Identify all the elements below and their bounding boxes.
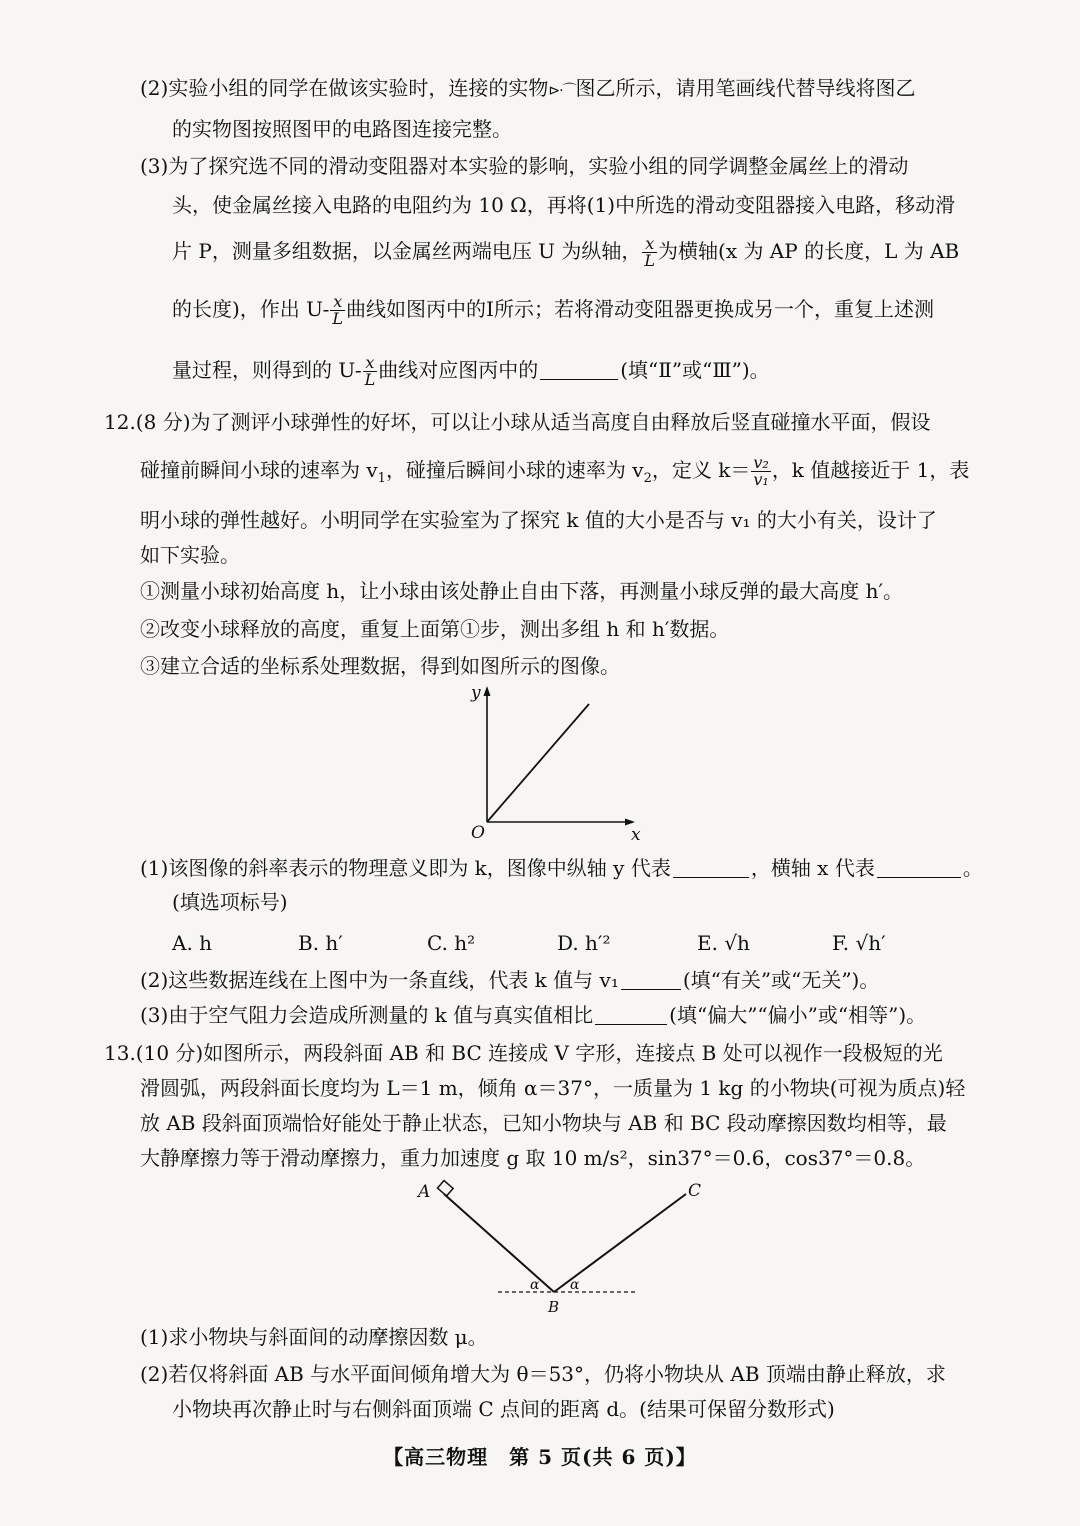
data-line (487, 704, 589, 822)
q13-part2-line1: (2)若仅将斜面 AB 与水平面间倾角增大为 θ＝53°，仍将小物块从 AB 顶端由静止释放，求 (140, 1362, 946, 1386)
q12-line3: 明小球的弹性越好。小明同学在实验室为了探究 k 值的大小是否与 v₁ 的大小有关，设计了 (140, 508, 937, 532)
x-label: x (631, 825, 641, 842)
q12-part3: (3)由于空气阻力会造成所测量的 k 值与真实值相比 (填“偏大”“偏小”或“相等”)。 (140, 1003, 927, 1027)
option-d: D. h′² (557, 931, 611, 955)
angle-alpha-right: α (570, 1277, 580, 1293)
q11-part3-line4: 的长度)，作出 U- $\frac{x}{L}$ 曲线如图丙中的Ⅰ所示；若将滑动变阻器更换成另一个，重复上述测 (172, 292, 934, 328)
x-over-L-fraction: $\frac{x}{L}$ (364, 353, 376, 389)
q13-part1: (1)求小物块与斜面间的动摩擦因数 μ。 (140, 1325, 488, 1349)
q12-step2: ②改变小球释放的高度，重复上面第①步，测出多组 h 和 h′数据。 (140, 617, 730, 641)
q11-part3-line2: 头，使金属丝接入电路的电阻约为 10 Ω，再将(1)中所选的滑动变阻器接入电路，移动滑 (172, 193, 956, 217)
page-footer: 【高三物理 第 5 页(共 6 页)】 (383, 1445, 697, 1469)
q12-line2: 碰撞前瞬间小球的速率为 $v_1$，碰撞后瞬间小球的速率为 $v_2$，定义 k＝ $\frac{\text{v₂}}{\text{v₁}}$ ，k 值越接近于 1，表 (140, 453, 970, 489)
q12-step1: ①测量小球初始高度 h，让小球由该处静止自由下落，再测量小球反弹的最大高度 h′。 (140, 579, 904, 603)
angle-alpha-left: α (530, 1277, 540, 1293)
q11-part2-line2: 的实物图按照图甲的电路图连接完整。 (172, 117, 512, 141)
answer-blank-x[interactable] (877, 857, 961, 878)
q11-part2-line1: (2)实验小组的同学在做该实验时，连接的实物⊳·⌒图乙所示，请用笔画线代替导线将图乙 (140, 76, 916, 100)
option-a: A. h (172, 931, 213, 955)
q12-line1: 12.(8 分)为了测评小球弹性的好坏，可以让小球从适当高度自由释放后竖直碰撞水平面，假设 (104, 410, 931, 434)
q12-part1-line2: (填选项标号) (172, 890, 288, 914)
q11-part3-line1: (3)为了探究选不同的滑动变阻器对本实验的影响，实验小组的同学调整金属丝上的滑动 (140, 154, 909, 178)
answer-blank[interactable] (540, 359, 618, 380)
answer-blank[interactable] (621, 969, 681, 990)
q11-part3-line3: 片 P，测量多组数据，以金属丝两端电压 U 为纵轴， $\frac{x}{L}$ 为横轴(x 为 AP 的长度，L 为 AB (172, 234, 960, 270)
answer-blank[interactable] (595, 1004, 667, 1025)
option-e: E. √h (697, 931, 750, 955)
q12-part2: (2)这些数据连线在上图中为一条直线，代表 k 值与 v₁ (填“有关”或“无关”)。 (140, 968, 880, 992)
label-c: C (688, 1181, 702, 1201)
origin-label: O (471, 823, 485, 842)
q13-line1: 13.(10 分)如图所示，两段斜面 AB 和 BC 连接成 V 字形，连接点 B 处可以视作一段极短的光 (104, 1041, 943, 1065)
y-label: y (471, 683, 481, 703)
v2-over-v1-fraction: $\frac{\text{v₂}}{\text{v₁}}$ (753, 453, 769, 489)
label-b: B (548, 1298, 560, 1316)
answer-blank-y[interactable] (673, 857, 749, 878)
x-over-L-fraction: $\frac{x}{L}$ (332, 292, 344, 328)
q11-part3-line5: 量过程，则得到的 U- $\frac{x}{L}$ 曲线对应图丙中的 (填“Ⅱ”或“Ⅲ”)。 (172, 353, 770, 389)
q12-graph (465, 682, 655, 842)
option-f: F. √h′ (832, 931, 886, 955)
q12-step3: ③建立合适的坐标系处理数据，得到如图所示的图像。 (140, 654, 620, 678)
q13-line3: 放 AB 段斜面顶端恰好能处于静止状态，已知小物块与 AB 和 BC 段动摩擦因数均相等，最 (140, 1111, 947, 1135)
block-icon (437, 1181, 453, 1196)
q12-line4: 如下实验。 (140, 543, 240, 567)
v-shaped-incline-figure (410, 1172, 720, 1318)
option-b: B. h′ (298, 931, 343, 955)
q13-line4: 大静摩擦力等于滑动摩擦力，重力加速度 g 取 10 m/s²，sin37°＝0.6，cos37°＝0.8。 (140, 1146, 926, 1170)
option-c: C. h² (427, 931, 476, 955)
y-axis-arrow (484, 686, 491, 696)
x-over-L-fraction: $\frac{x}{L}$ (644, 234, 656, 270)
q13-part2-line2: 小物块再次静止时与右侧斜面顶端 C 点间的距离 d。(结果可保留分数形式) (172, 1397, 835, 1421)
q13-line2: 滑圆弧，两段斜面长度均为 L＝1 m，倾角 α＝37°，一质量为 1 kg 的小物块(可视为质点)轻 (140, 1076, 966, 1100)
smudge-glyph: ⊳·⌒ (548, 83, 576, 99)
label-a: A (418, 1182, 431, 1202)
q12-part1-line1: (1)该图像的斜率表示的物理意义即为 k，图像中纵轴 y 代表 ，横轴 x 代表 。 (140, 856, 983, 880)
